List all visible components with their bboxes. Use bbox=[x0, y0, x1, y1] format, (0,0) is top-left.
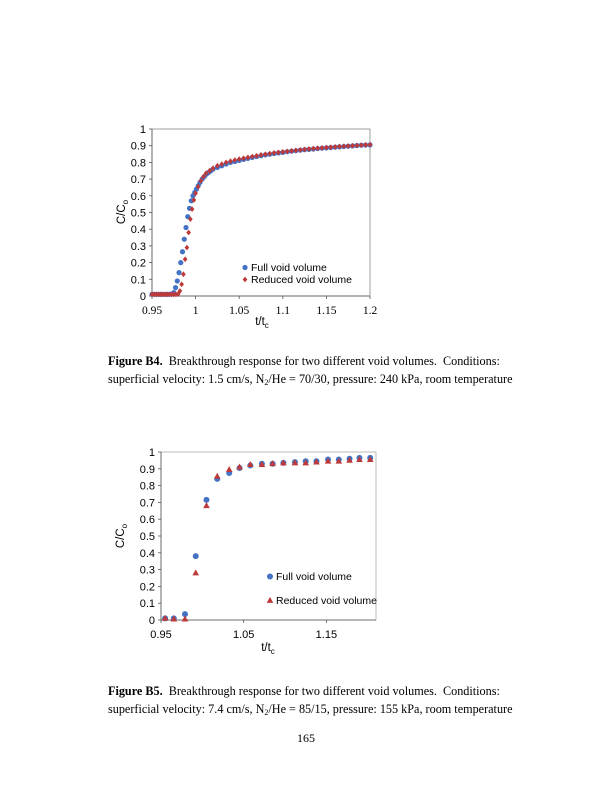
x-tick-label: 1.15 bbox=[316, 305, 337, 317]
x-axis-label-subscript: c bbox=[270, 647, 275, 656]
y-axis-label bbox=[115, 523, 129, 548]
caption-subscript: 2 bbox=[264, 378, 269, 387]
data-point bbox=[185, 245, 190, 251]
data-point bbox=[182, 237, 187, 242]
caption-subscript: 2 bbox=[264, 708, 269, 717]
caption-text: /He = 70/30, pressure: 240 kPa, room temperature bbox=[268, 372, 513, 386]
y-tick-label: 1 bbox=[139, 124, 146, 136]
y-tick-label: 0.5 bbox=[130, 207, 146, 220]
y-tick-label: 0.1 bbox=[130, 274, 146, 287]
x-axis-label bbox=[255, 316, 269, 330]
legend-marker bbox=[243, 277, 248, 283]
page-number: 165 bbox=[297, 731, 315, 745]
legend-label: Full void volume bbox=[251, 262, 327, 274]
figure-b4-caption bbox=[108, 352, 513, 388]
y-tick-label: 0 bbox=[148, 615, 155, 627]
data-point bbox=[176, 270, 181, 275]
y-axis-label-main: C/C bbox=[115, 528, 127, 549]
data-point bbox=[182, 616, 189, 622]
caption-text: Breakthrough response for two different void volumes. Conditions: bbox=[162, 684, 500, 698]
y-tick-label: 0.4 bbox=[139, 547, 155, 560]
y-tick-label: 0.1 bbox=[139, 598, 155, 611]
x-tick-label: 1.1 bbox=[275, 305, 290, 317]
data-point bbox=[214, 473, 221, 479]
x-tick-label: 1.2 bbox=[362, 305, 378, 317]
x-tick-label: 1 bbox=[192, 305, 199, 317]
data-point bbox=[173, 285, 178, 290]
x-tick-label: 1.05 bbox=[229, 305, 250, 317]
data-point bbox=[203, 497, 209, 503]
data-point bbox=[186, 230, 191, 236]
legend-label: Reduced void volume bbox=[276, 595, 377, 607]
caption-label: Figure B4. bbox=[108, 354, 163, 368]
legend-marker bbox=[267, 574, 273, 580]
data-point bbox=[175, 278, 180, 283]
caption-text: superficial velocity: 7.4 cm/s, N bbox=[108, 702, 265, 716]
y-tick-label: 0.7 bbox=[130, 174, 146, 187]
x-axis-label-main: t/t bbox=[255, 316, 265, 328]
figure-b5-chart bbox=[115, 447, 377, 656]
data-point bbox=[193, 553, 199, 559]
legend-marker bbox=[242, 265, 247, 270]
data-point bbox=[192, 569, 199, 575]
y-tick-label: 0.3 bbox=[130, 240, 146, 253]
caption-text: Breakthrough response for two different void volumes. Conditions: bbox=[162, 354, 500, 368]
caption-text: /He = 85/15, pressure: 155 kPa, room temperature bbox=[268, 702, 513, 716]
data-point bbox=[226, 466, 233, 472]
x-axis-label-main: t/t bbox=[261, 642, 271, 654]
y-tick-label: 0.2 bbox=[139, 581, 155, 594]
y-tick-label: 1 bbox=[148, 447, 155, 459]
legend-marker bbox=[267, 597, 274, 603]
data-point bbox=[203, 502, 210, 508]
y-axis-label bbox=[116, 199, 130, 224]
data-point bbox=[183, 225, 188, 230]
y-tick-label: 0.8 bbox=[139, 480, 155, 493]
x-tick-label: 0.95 bbox=[150, 629, 172, 641]
y-tick-label: 0.8 bbox=[130, 157, 146, 170]
x-axis-label bbox=[261, 642, 275, 656]
caption-text: superficial velocity: 1.5 cm/s, N bbox=[108, 372, 265, 386]
y-tick-label: 0.7 bbox=[139, 497, 155, 510]
figure-b4-chart bbox=[116, 124, 377, 330]
data-point bbox=[179, 281, 184, 287]
data-point bbox=[180, 249, 185, 254]
data-point bbox=[178, 260, 183, 265]
y-tick-label: 0.6 bbox=[139, 514, 155, 527]
y-tick-label: 0.5 bbox=[139, 531, 155, 543]
caption-label: Figure B5. bbox=[108, 684, 163, 698]
y-tick-label: 0.9 bbox=[130, 140, 146, 153]
x-tick-label: 1.05 bbox=[232, 629, 255, 641]
figure-b5-caption bbox=[108, 682, 513, 718]
x-tick-label: 1.15 bbox=[315, 629, 338, 641]
y-tick-label: 0.6 bbox=[130, 190, 146, 203]
data-point bbox=[183, 256, 188, 262]
y-tick-label: 0 bbox=[139, 291, 146, 303]
y-tick-label: 0.2 bbox=[130, 257, 146, 270]
y-tick-label: 0.3 bbox=[139, 564, 155, 577]
y-axis-label-subscript: o bbox=[120, 523, 129, 529]
y-axis-label-main: C/C bbox=[116, 204, 128, 225]
legend-label: Full void volume bbox=[276, 571, 352, 583]
y-tick-label: 0.9 bbox=[139, 463, 155, 476]
data-point bbox=[181, 271, 186, 277]
x-axis-label-subscript: c bbox=[264, 321, 269, 330]
legend-label: Reduced void volume bbox=[251, 274, 352, 286]
y-tick-label: 0.4 bbox=[130, 224, 146, 237]
x-tick-label: 0.95 bbox=[141, 305, 163, 317]
y-axis-label-subscript: o bbox=[121, 199, 130, 205]
